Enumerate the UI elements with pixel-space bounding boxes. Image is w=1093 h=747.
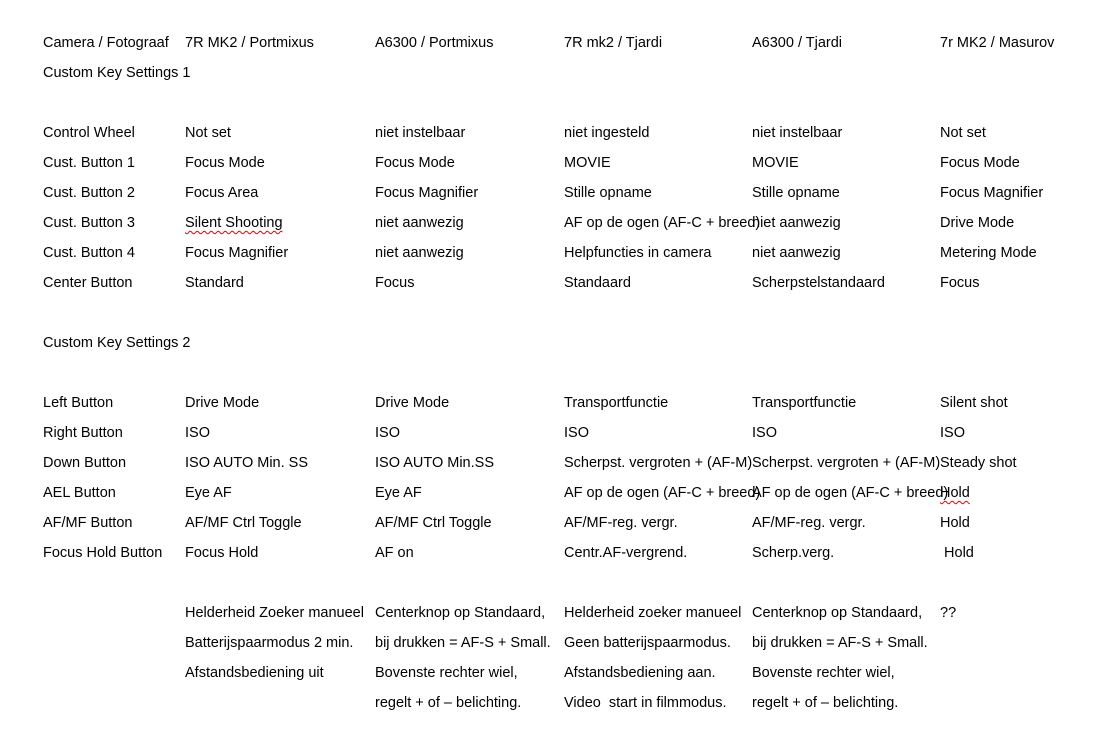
setting-cell: Transportfunctie xyxy=(564,395,669,411)
footnote-row xyxy=(43,688,1093,718)
setting-cell: ISO xyxy=(564,425,589,441)
setting-cell: ISO xyxy=(375,425,400,441)
section-title: Custom Key Settings 1 xyxy=(43,65,191,81)
setting-cell: Not set xyxy=(940,125,986,141)
setting-cell: ISO xyxy=(185,425,210,441)
row-label: Right Button xyxy=(43,425,123,441)
footnote-cell: Bovenste rechter wiel, xyxy=(375,665,518,681)
setting-cell: niet aanwezig xyxy=(752,215,841,231)
setting-cell: Drive Mode xyxy=(375,395,450,411)
header-cell-camera-2: A6300 / Portmixus xyxy=(375,35,494,51)
footnote-row xyxy=(43,598,1093,628)
setting-cell: Focus Magnifier xyxy=(375,185,479,201)
setting-cell: Drive Mode xyxy=(185,395,260,411)
setting-cell: Focus Magnifier xyxy=(940,185,1044,201)
spacer xyxy=(43,568,1093,598)
setting-cell: Hold xyxy=(940,485,970,501)
setting-cell: Silent Shooting xyxy=(185,215,283,231)
footnote-cell: ?? xyxy=(940,605,957,621)
setting-cell: niet instelbaar xyxy=(752,125,843,141)
footnote-row xyxy=(43,658,1093,688)
setting-cell: Scherpst. vergroten + (AF-M) xyxy=(564,455,753,471)
row-label: Down Button xyxy=(43,455,127,471)
setting-cell: AF/MF-reg. vergr. xyxy=(564,515,678,531)
spacer xyxy=(43,88,1093,118)
row-label: Cust. Button 2 xyxy=(43,185,135,201)
table-row xyxy=(43,538,1093,568)
setting-cell: AF op de ogen (AF-C + breed) xyxy=(564,215,761,231)
setting-cell: AF op de ogen (AF-C + breed) xyxy=(564,485,761,501)
setting-cell: MOVIE xyxy=(752,155,799,171)
setting-cell: Scherpstelstandaard xyxy=(752,275,885,291)
section-title-row xyxy=(43,58,1093,88)
setting-cell: niet instelbaar xyxy=(375,125,466,141)
setting-cell: Focus Mode xyxy=(375,155,455,171)
setting-cell: AF on xyxy=(375,545,414,561)
footnote-row xyxy=(43,628,1093,658)
row-label: Control Wheel xyxy=(43,125,135,141)
header-cell-camera-fotograaf: Camera / Fotograaf xyxy=(43,35,169,51)
table-row xyxy=(43,448,1093,478)
setting-cell: Focus xyxy=(940,275,980,291)
setting-cell: Hold xyxy=(940,545,974,561)
setting-cell: Hold xyxy=(940,515,970,531)
section-title-row xyxy=(43,328,1093,358)
footnote-cell: bij drukken = AF-S + Small. xyxy=(375,635,551,651)
setting-cell: Transportfunctie xyxy=(752,395,857,411)
footnote-cell: bij drukken = AF-S + Small. xyxy=(752,635,928,651)
footnote-cell: regelt + of – belichting. xyxy=(375,695,522,711)
setting-cell: ISO xyxy=(752,425,777,441)
setting-cell: AF/MF Ctrl Toggle xyxy=(375,515,492,531)
row-label: Cust. Button 1 xyxy=(43,155,135,171)
spacer xyxy=(43,298,1093,328)
header-cell-camera-1: 7R MK2 / Portmixus xyxy=(185,35,314,51)
table-row xyxy=(43,208,1093,238)
footnote-cell: Afstandsbediening uit xyxy=(185,665,324,681)
table-row xyxy=(43,268,1093,298)
setting-cell: Standaard xyxy=(564,275,631,291)
setting-cell: Focus Hold xyxy=(185,545,259,561)
setting-cell: MOVIE xyxy=(564,155,611,171)
setting-cell: Eye AF xyxy=(375,485,422,501)
footnote-cell: Centerknop op Standaard, xyxy=(752,605,923,621)
footnote-cell: Helderheid Zoeker manueel xyxy=(185,605,364,621)
table-row xyxy=(43,478,1093,508)
row-label: Cust. Button 3 xyxy=(43,215,135,231)
header-row xyxy=(43,28,1093,58)
setting-cell: Metering Mode xyxy=(940,245,1037,261)
setting-cell: Scherp.verg. xyxy=(752,545,835,561)
setting-cell: AF/MF-reg. vergr. xyxy=(752,515,866,531)
setting-cell: AF/MF Ctrl Toggle xyxy=(185,515,302,531)
setting-cell: ISO AUTO Min. SS xyxy=(185,455,309,471)
setting-cell: Focus Area xyxy=(185,185,259,201)
table-row xyxy=(43,418,1093,448)
setting-cell: niet aanwezig xyxy=(375,245,464,261)
table-row xyxy=(43,508,1093,538)
setting-cell: ISO AUTO Min.SS xyxy=(375,455,494,471)
setting-cell: Standard xyxy=(185,275,244,291)
row-label: Focus Hold Button xyxy=(43,545,163,561)
setting-cell: Stille opname xyxy=(752,185,840,201)
footnote-cell: Centerknop op Standaard, xyxy=(375,605,546,621)
setting-cell: Focus Magnifier xyxy=(185,245,289,261)
spacer xyxy=(43,358,1093,388)
row-label: AF/MF Button xyxy=(43,515,133,531)
setting-cell: ISO xyxy=(940,425,965,441)
setting-cell: Drive Mode xyxy=(940,215,1015,231)
setting-cell: niet ingesteld xyxy=(564,125,650,141)
setting-cell: Helpfuncties in camera xyxy=(564,245,712,261)
setting-cell: niet aanwezig xyxy=(375,215,464,231)
footnote-cell: Video start in filmmodus. xyxy=(564,695,727,711)
table-row xyxy=(43,148,1093,178)
row-label: Cust. Button 4 xyxy=(43,245,135,261)
header-cell-camera-3: 7R mk2 / Tjardi xyxy=(564,35,663,51)
section-title: Custom Key Settings 2 xyxy=(43,335,191,351)
setting-cell: Focus Mode xyxy=(185,155,265,171)
header-cell-camera-5: 7r MK2 / Masurov xyxy=(940,35,1055,51)
setting-cell: Centr.AF-vergrend. xyxy=(564,545,688,561)
setting-cell: Not set xyxy=(185,125,231,141)
setting-cell: Focus Mode xyxy=(940,155,1020,171)
footnote-cell: Geen batterijspaarmodus. xyxy=(564,635,731,651)
table-row xyxy=(43,238,1093,268)
footnote-cell: Helderheid zoeker manueel xyxy=(564,605,742,621)
footnote-cell: regelt + of – belichting. xyxy=(752,695,899,711)
setting-cell: Focus xyxy=(375,275,415,291)
setting-cell: Stille opname xyxy=(564,185,652,201)
setting-cell: Steady shot xyxy=(940,455,1017,471)
row-label: AEL Button xyxy=(43,485,116,501)
setting-cell: Silent shot xyxy=(940,395,1008,411)
setting-cell: Eye AF xyxy=(185,485,232,501)
header-cell-camera-4: A6300 / Tjardi xyxy=(752,35,843,51)
setting-cell: Scherpst. vergroten + (AF-M) xyxy=(752,455,941,471)
row-label: Left Button xyxy=(43,395,114,411)
footnote-cell: Afstandsbediening aan. xyxy=(564,665,716,681)
footnote-cell: Batterijspaarmodus 2 min. xyxy=(185,635,354,651)
setting-cell: AF op de ogen (AF-C + breed) xyxy=(752,485,949,501)
row-label: Center Button xyxy=(43,275,133,291)
setting-cell: niet aanwezig xyxy=(752,245,841,261)
table-row xyxy=(43,388,1093,418)
table-row xyxy=(43,178,1093,208)
table-row xyxy=(43,118,1093,148)
footnote-cell: Bovenste rechter wiel, xyxy=(752,665,895,681)
